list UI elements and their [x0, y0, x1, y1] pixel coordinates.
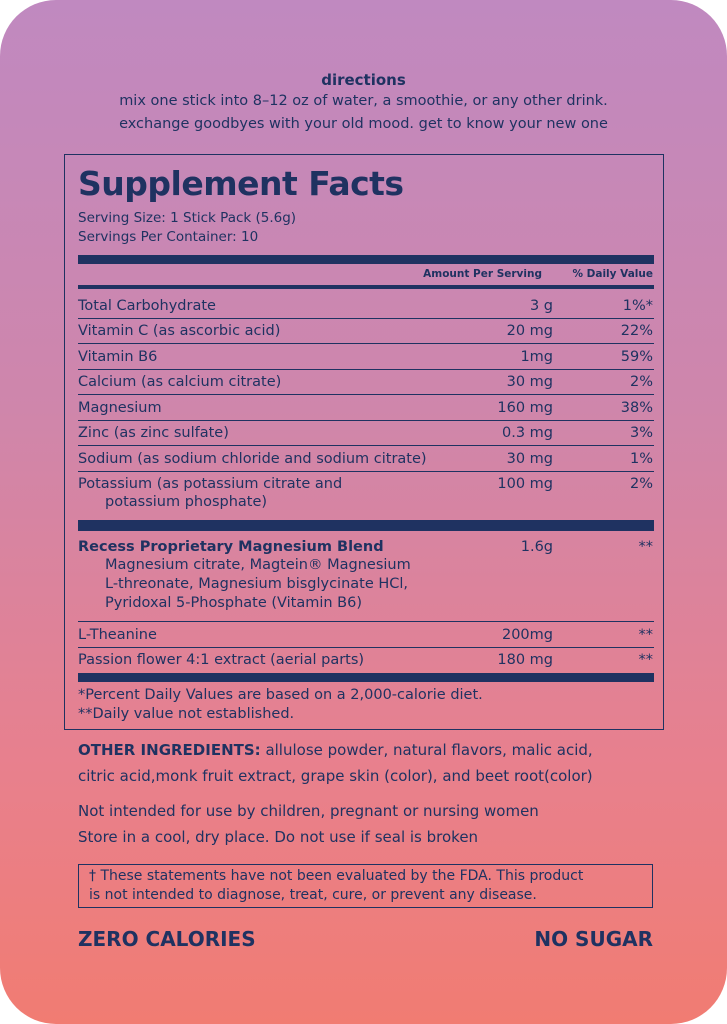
- directions-title: directions: [321, 71, 406, 89]
- serving-size: Serving Size: 1 Stick Pack (5.6g): [78, 210, 297, 226]
- thick-divider: [78, 520, 654, 531]
- row-divider: [78, 369, 654, 370]
- daily-value-header: % Daily Value: [572, 268, 653, 280]
- directions-section: [0, 70, 727, 136]
- row-divider: [78, 343, 654, 344]
- blend-name: Recess Proprietary Magnesium Blend: [78, 539, 384, 555]
- blend-dv: **: [638, 539, 653, 555]
- row-divider: [78, 318, 654, 319]
- footnote-not-established: **Daily value not established.: [78, 706, 295, 722]
- proprietary-blend-row: [78, 538, 654, 618]
- fda-disclaimer: † These statements have not been evaluated by the FDA. This product is not intended to diagnose, treat, cure, or prevent any disease.: [78, 864, 653, 908]
- row-divider: [78, 394, 654, 395]
- warnings: Not intended for use by children, pregnant or nursing women Store in a cool, dry place. Do not use if seal is broken: [78, 802, 539, 846]
- other-ingredients: OTHER INGREDIENTS: allulose powder, natural flavors, malic acid, citric acid,monk fruit extract, grape skin (color), and beet root(color): [78, 741, 593, 785]
- supplement-facts-title: Supplement Facts: [78, 164, 404, 203]
- footnote-daily-values: *Percent Daily Values are based on a 2,000-calorie diet.: [78, 687, 483, 703]
- supplement-facts-panel: Supplement Facts Serving Size: 1 Stick Pack (5.6g) Servings Per Container: 10 Amount Per Serving % Daily Value Total Carbohydrate 3 g 1%* Vitamin C (as ascorbic acid) 20 mg 22% Vitamin B6 1mg 59% Calcium (as calcium citrate) 30 mg 2% Magnesium 160 mg 38% Zinc (as zinc sulfate) 0.3 mg 3% Sodium (as sodium chloride and sodium citrate) 30 mg 1% Potassium (as potassium citrate and potassium phosphate) 100 mg 2% Recess Proprietary Magnesium Blend 1.6g ** Magnesium citrate, Magtein® Magnesium L-threonate, Magnesium bisglycinate HCl, Pyridoxal 5-Phosphate (Vitamin B6) L-Theanine 200mg ** Passion flower 4:1 extract (aerial parts) 180 mg ** *Percent Daily Values are based on a 2,000-calorie diet. **Daily value not established.: [64, 154, 664, 730]
- directions-line-1: mix one stick into 8–12 oz of water, a smoothie, or any other drink.: [119, 93, 608, 109]
- row-divider: [78, 445, 654, 446]
- thick-divider: [78, 673, 654, 682]
- row-divider: [78, 621, 654, 622]
- row-divider: [78, 420, 654, 421]
- row-divider: [78, 647, 654, 648]
- amount-per-serving-header: Amount Per Serving: [423, 268, 542, 280]
- zero-calories-badge: ZERO CALORIES: [78, 927, 256, 951]
- nutrient-row: Potassium (as potassium citrate and potassium phosphate) 100 mg 2%: [78, 476, 653, 510]
- row-divider: [78, 471, 654, 472]
- directions-line-2: exchange goodbyes with your old mood. get to know your new one: [119, 116, 608, 132]
- medium-divider: [78, 285, 654, 289]
- no-sugar-badge: NO SUGAR: [534, 927, 653, 951]
- servings-per-container: Servings Per Container: 10: [78, 229, 259, 245]
- blend-amount: 1.6g: [520, 539, 553, 555]
- blend-ingredients: Magnesium citrate, Magtein® Magnesium L-threonate, Magnesium bisglycinate HCl, Pyridoxal 5-Phosphate (Vitamin B6): [105, 557, 411, 611]
- thick-divider: [78, 255, 654, 264]
- other-ingredients-label: OTHER INGREDIENTS:: [78, 741, 261, 759]
